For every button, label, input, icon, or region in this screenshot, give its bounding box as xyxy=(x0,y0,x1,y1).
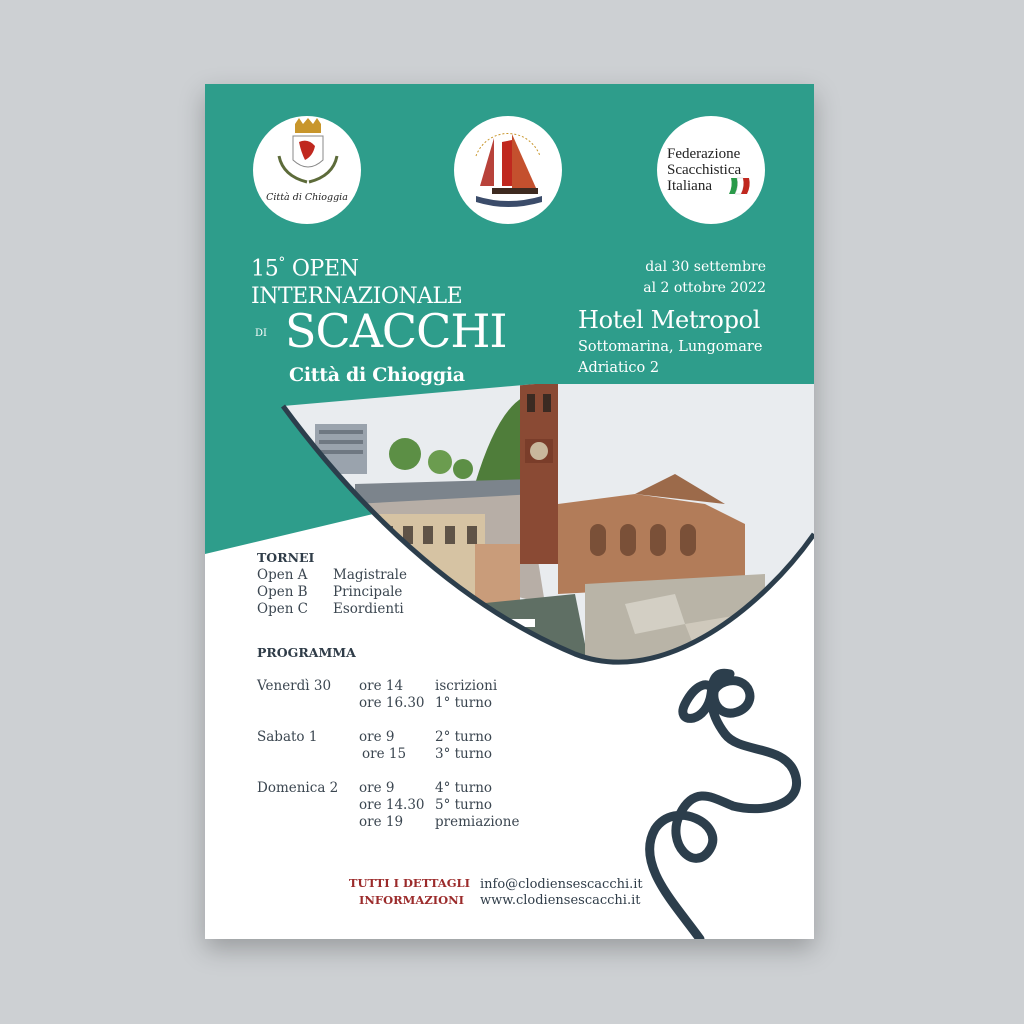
programma-time: ore 14 xyxy=(359,678,404,694)
programma-time: ore 19 xyxy=(359,814,404,830)
programma-heading: PROGRAMMA xyxy=(257,645,356,660)
title-scacchi: SCACCHI xyxy=(285,304,507,358)
venue-name: Hotel Metropol xyxy=(578,306,761,334)
programma-event: 4° turno xyxy=(435,780,493,796)
programma-event: 5° turno xyxy=(435,797,493,813)
title-citta: Città di Chioggia xyxy=(289,364,465,386)
programma-time: ore 16.30 xyxy=(359,695,425,711)
torneo-name: Open C xyxy=(257,601,309,617)
footer-label-details: TUTTI I DETTAGLI xyxy=(348,876,470,890)
programma-day: Domenica 2 xyxy=(257,780,339,796)
programma-time: ore 9 xyxy=(359,780,395,796)
torneo-name: Open A xyxy=(257,567,308,583)
italian-flag-icon xyxy=(729,178,750,194)
torneo-level: Magistrale xyxy=(333,567,407,583)
title-internazionale: INTERNAZIONALE xyxy=(251,284,463,309)
footer-website[interactable]: www.clodiensescacchi.it xyxy=(480,893,641,908)
chess-queen-icon xyxy=(650,673,797,939)
footer-label-info: INFORMAZIONI xyxy=(359,893,464,907)
poster xyxy=(205,84,814,939)
event-dates: dal 30 settembre al 2 ottobre 2022 xyxy=(643,259,766,296)
title-open-line: 15° OPEN xyxy=(251,255,359,282)
programma-event: 3° turno xyxy=(435,746,493,762)
programma-day: Venerdì 30 xyxy=(257,678,332,694)
programma-event: 2° turno xyxy=(435,729,493,745)
torneo-name: Open B xyxy=(257,584,308,600)
circolo-scacchistico-logo xyxy=(454,116,562,224)
title-di: DI xyxy=(255,328,267,339)
venue-address: Sottomarina, Lungomare Adriatico 2 xyxy=(578,339,763,376)
tornei-heading: TORNEI xyxy=(257,550,315,565)
torneo-level: Esordienti xyxy=(333,601,404,617)
programma-time: ore 14.30 xyxy=(359,797,425,813)
torneo-level: Principale xyxy=(333,584,403,600)
fsi-line-3: Italiana xyxy=(667,178,712,194)
programma-event: iscrizioni xyxy=(435,678,498,694)
fsi-line-2: Scacchistica xyxy=(667,162,742,178)
footer-email[interactable]: info@clodiensescacchi.it xyxy=(480,877,643,892)
programma-time: ore 15 xyxy=(362,746,407,762)
chioggia-caption: Città di Chioggia xyxy=(266,192,348,203)
fsi-logo xyxy=(657,116,765,224)
programma-time: ore 9 xyxy=(359,729,395,745)
fsi-line-1: Federazione xyxy=(667,146,741,162)
programma-event: premiazione xyxy=(435,814,520,830)
chioggia-crest-logo xyxy=(253,116,361,224)
programma-day: Sabato 1 xyxy=(257,729,318,745)
programma-event: 1° turno xyxy=(435,695,493,711)
